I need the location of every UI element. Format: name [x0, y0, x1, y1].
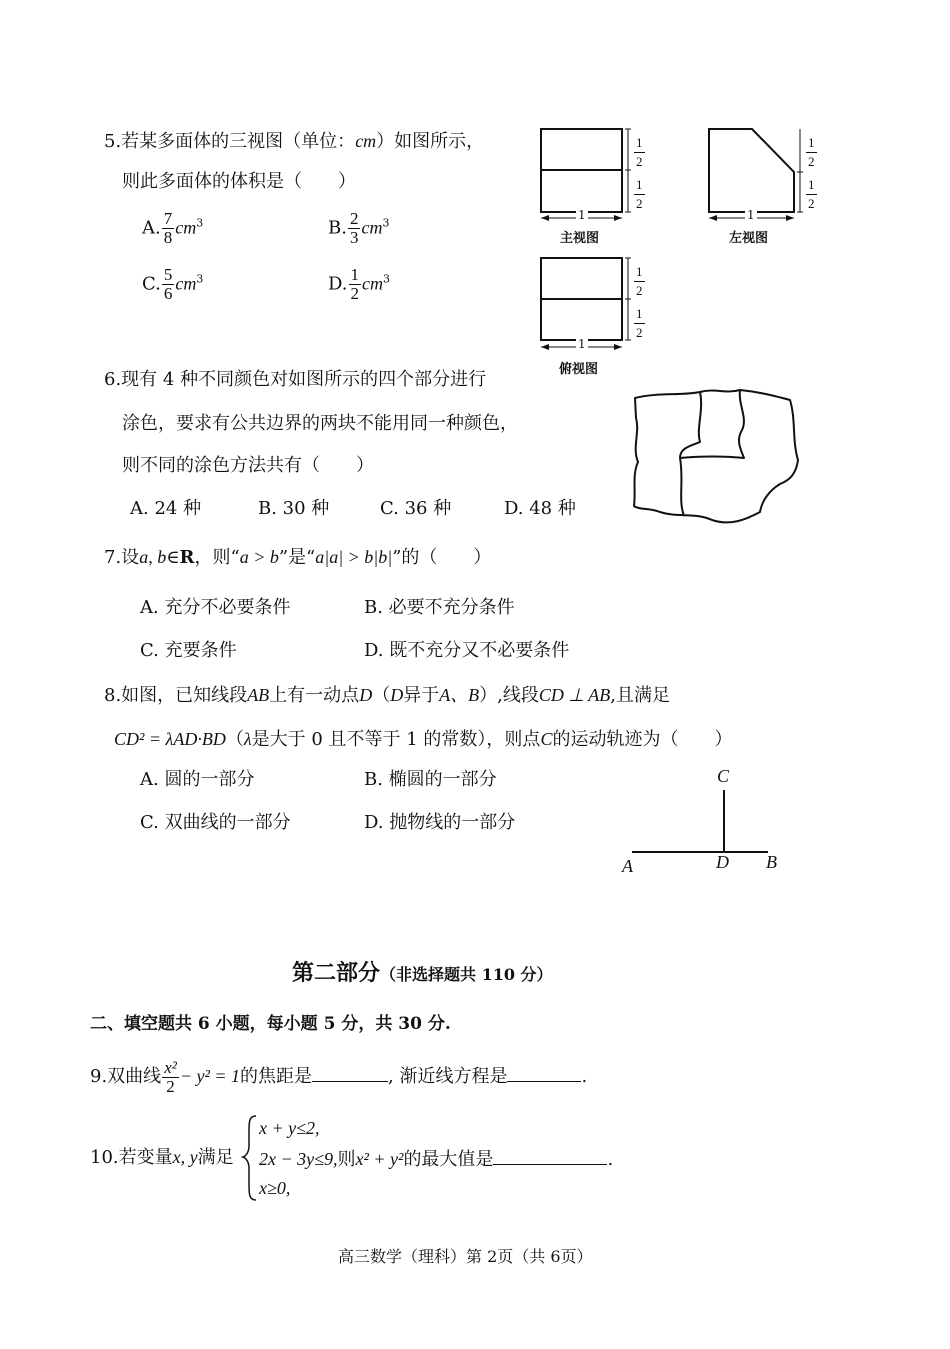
point-a-label: A	[622, 856, 633, 876]
q6-option-c: C. 36 种	[380, 498, 452, 519]
q8-option-a: A. 圆的一部分	[140, 769, 255, 790]
q5-stem-line1: 5.若某多面体的三视图（单位：cm）如图所示，	[104, 131, 485, 152]
q6-stem-line1: 6.现有 4 种不同颜色对如图所示的四个部分进行	[104, 369, 487, 390]
front-width-label: 1	[578, 208, 586, 222]
side-width-label: 1	[747, 208, 755, 222]
q5-option-a: A. $\frac{7}{8}$ $cm^3$	[142, 209, 204, 247]
q7-stem: 7.设a, b∈R，则“a > b”是“a|a| > b|b|”的（ ）	[104, 547, 492, 568]
dim-half-label: $\frac{1}{2}$	[636, 264, 643, 298]
top-width-label: 1	[578, 337, 586, 351]
constraint-1: x + y≤2,	[259, 1118, 320, 1138]
q6-option-a: A. 24 种	[130, 498, 202, 519]
section-heading: 二、填空题共 6 小题，每小题 5 分，共 30 分.	[90, 1014, 451, 1034]
q8-stem-line1: 8.如图，已知线段AB上有一动点D（D异于A、B）,线段CD ⊥ AB,且满足	[104, 685, 671, 706]
side-view-caption: 左视图	[729, 231, 769, 246]
top-view-caption: 俯视图	[559, 362, 599, 377]
page-footer: 高三数学（理科）第 2页（共 6页）	[338, 1247, 593, 1266]
q7-option-d: D. 既不充分又不必要条件	[364, 640, 570, 661]
q5-stem-line2: 则此多面体的体积是（ ）	[122, 171, 356, 192]
point-d-label: D	[716, 852, 729, 872]
point-c-label: C	[717, 766, 730, 786]
q6-stem-line3: 则不同的涂色方法共有（ ）	[122, 455, 374, 476]
q9-stem: 9.双曲线 $\frac{\text{x²}}{2}$ − y² = 1的焦距是 , 渐近线方程是 .	[90, 1057, 588, 1096]
dim-half-label: $\frac{1}{2}$	[808, 177, 815, 211]
q5-option-b: B. $\frac{2}{3}$ $cm^3$	[328, 209, 390, 247]
q8-option-c: C. 双曲线的一部分	[140, 812, 291, 833]
answer-blank[interactable]	[493, 1146, 607, 1165]
q8-stem-line2: CD² = λAD·BD（λ是大于 0 且不等于 1 的常数），则点C的运动轨迹为（ ）	[114, 729, 733, 750]
q8-option-d: D. 抛物线的一部分	[364, 812, 516, 833]
constraint-3: x≥0,	[259, 1178, 291, 1198]
point-b-label: B	[766, 852, 777, 872]
q6-option-d: D. 48 种	[504, 498, 576, 519]
q10-constraint-row: 2x − 3y≤9,则x² + y²的最大值是 .	[259, 1146, 613, 1171]
q7-option-c: C. 充要条件	[140, 640, 237, 661]
q8-option-b: B. 椭圆的一部分	[364, 769, 497, 790]
front-view-caption: 主视图	[560, 231, 600, 246]
q5-option-d: D. $\frac{1}{2}$ $cm^3$	[328, 265, 391, 303]
dim-half-label: $\frac{1}{2}$	[808, 135, 815, 169]
q7-option-b: B. 必要不充分条件	[364, 597, 515, 618]
part2-title: 第二部分（非选择题共 110 分）	[292, 960, 553, 986]
dim-half-label: $\frac{1}{2}$	[636, 177, 643, 211]
q5-option-c: C. $\frac{5}{6}$ $cm^3$	[142, 265, 204, 303]
dim-half-label: $\frac{1}{2}$	[636, 306, 643, 340]
q7-option-a: A. 充分不必要条件	[140, 597, 291, 618]
q6-stem-line2: 涂色，要求有公共边界的两块不能用同一种颜色，	[122, 413, 518, 434]
q6-option-b: B. 30 种	[258, 498, 330, 519]
q10-lead: 10.若变量x, y满足	[90, 1147, 234, 1168]
dim-half-label: $\frac{1}{2}$	[636, 135, 643, 169]
